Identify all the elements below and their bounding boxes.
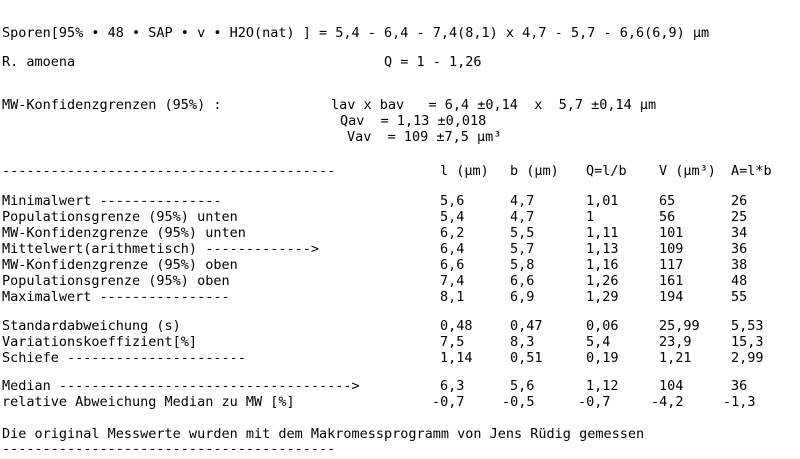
row-label: Schiefe ---------------------- [2, 350, 246, 366]
cell-a: 26 [731, 193, 748, 209]
cell-b: 4,7 [510, 193, 535, 209]
lav-bav-line: lav x bav = 6,4 ±0,14 x 5,7 ±0,14 µm [331, 97, 657, 113]
cell-a: 5,53 [731, 318, 764, 334]
cell-a: -1,3 [723, 394, 756, 410]
cell-a: 36 [731, 378, 748, 394]
cell-b: 5,8 [510, 257, 535, 273]
cell-a: 55 [731, 289, 748, 305]
cell-b: 5,5 [510, 225, 535, 241]
cell-a: 15,3 [731, 334, 764, 350]
cell-l: 6,3 [440, 378, 465, 394]
cell-b: 6,6 [510, 273, 535, 289]
cell-v: 109 [659, 241, 684, 257]
confidence-label: MW-Konfidenzgrenzen (95%) : [2, 97, 222, 113]
cell-a: 2,99 [731, 350, 764, 366]
cell-l: 0,48 [440, 318, 473, 334]
cell-a: 34 [731, 225, 748, 241]
cell-v: 104 [659, 378, 684, 394]
col-header-v: V (µm³) [659, 163, 716, 179]
cell-l: 5,4 [440, 209, 465, 225]
footer-note: Die original Messwerte wurden mit dem Makromessprogramm von Jens Rüdig gemessen [2, 426, 645, 442]
cell-v: -4,2 [651, 394, 684, 410]
cell-l: -0,7 [432, 394, 465, 410]
col-header-a: A=l*b [731, 163, 772, 179]
cell-v: 161 [659, 273, 684, 289]
cell-l: 7,5 [440, 334, 465, 350]
cell-v: 117 [659, 257, 684, 273]
cell-q: 1,11 [586, 225, 619, 241]
cell-a: 48 [731, 273, 748, 289]
cell-q: 5,4 [586, 334, 611, 350]
cell-a: 38 [731, 257, 748, 273]
cell-q: 1,26 [586, 273, 619, 289]
cell-l: 7,4 [440, 273, 465, 289]
cell-q: 1,01 [586, 193, 619, 209]
cell-b: 0,51 [510, 350, 543, 366]
col-header-l: l (µm) [440, 163, 489, 179]
col-header-b: b (µm) [510, 163, 559, 179]
row-label: Median ------------------------------------> [2, 378, 360, 394]
cell-b: 6,9 [510, 289, 535, 305]
row-label: Populationsgrenze (95%) unten [2, 209, 238, 225]
qav-line: Qav = 1,13 ±0,018 [340, 113, 487, 129]
cell-b: -0,5 [502, 394, 535, 410]
cell-v: 65 [659, 193, 676, 209]
cell-v: 194 [659, 289, 684, 305]
cell-q: 1,29 [586, 289, 619, 305]
cell-v: 101 [659, 225, 684, 241]
table-separator: ----------------------------------------- [2, 163, 336, 179]
cell-q: 1,13 [586, 241, 619, 257]
row-label: Mittelwert(arithmetisch) -------------> [2, 241, 319, 257]
cell-a: 25 [731, 209, 748, 225]
row-label: Minimalwert --------------- [2, 193, 222, 209]
cell-l: 6,2 [440, 225, 465, 241]
vav-line: Vav = 109 ±7,5 µm³ [347, 129, 502, 145]
cell-b: 0,47 [510, 318, 543, 334]
cell-q: 1 [586, 209, 595, 225]
cell-b: 8,3 [510, 334, 535, 350]
cell-v: 23,9 [659, 334, 692, 350]
cell-v: 56 [659, 209, 676, 225]
cell-l: 6,4 [440, 241, 465, 257]
spores-summary-line: Sporen[95% • 48 • SAP • v • H2O(nat) ] = 5,4 - 6,4 - 7,4(8,1) x 4,7 - 5,7 - 6,6(6,9) µm [2, 25, 710, 41]
cell-b: 5,7 [510, 241, 535, 257]
cell-l: 5,6 [440, 193, 465, 209]
cell-a: 36 [731, 241, 748, 257]
row-label: relative Abweichung Median zu MW [%] [2, 394, 295, 410]
cell-q: -0,7 [578, 394, 611, 410]
cell-q: 1,12 [586, 378, 619, 394]
row-label: Variationskoeffizient[%] [2, 334, 198, 350]
cell-b: 4,7 [510, 209, 535, 225]
row-label: Maximalwert ---------------- [2, 289, 230, 305]
cell-b: 5,6 [510, 378, 535, 394]
row-label: Standardabweichung (s) [2, 318, 181, 334]
species-name: R. amoena [2, 54, 76, 70]
row-label: Populationsgrenze (95%) oben [2, 273, 230, 289]
cell-v: 1,21 [659, 350, 692, 366]
cell-l: 6,6 [440, 257, 465, 273]
footer-separator: ----------------------------------------- [2, 441, 336, 457]
cell-q: 0,19 [586, 350, 619, 366]
cell-l: 1,14 [440, 350, 473, 366]
cell-q: 0,06 [586, 318, 619, 334]
q-range: Q = 1 - 1,26 [384, 54, 482, 70]
cell-v: 25,99 [659, 318, 700, 334]
row-label: MW-Konfidenzgrenze (95%) unten [2, 225, 246, 241]
cell-l: 8,1 [440, 289, 465, 305]
row-label: MW-Konfidenzgrenze (95%) oben [2, 257, 238, 273]
cell-q: 1,16 [586, 257, 619, 273]
col-header-q: Q=l/b [586, 163, 627, 179]
